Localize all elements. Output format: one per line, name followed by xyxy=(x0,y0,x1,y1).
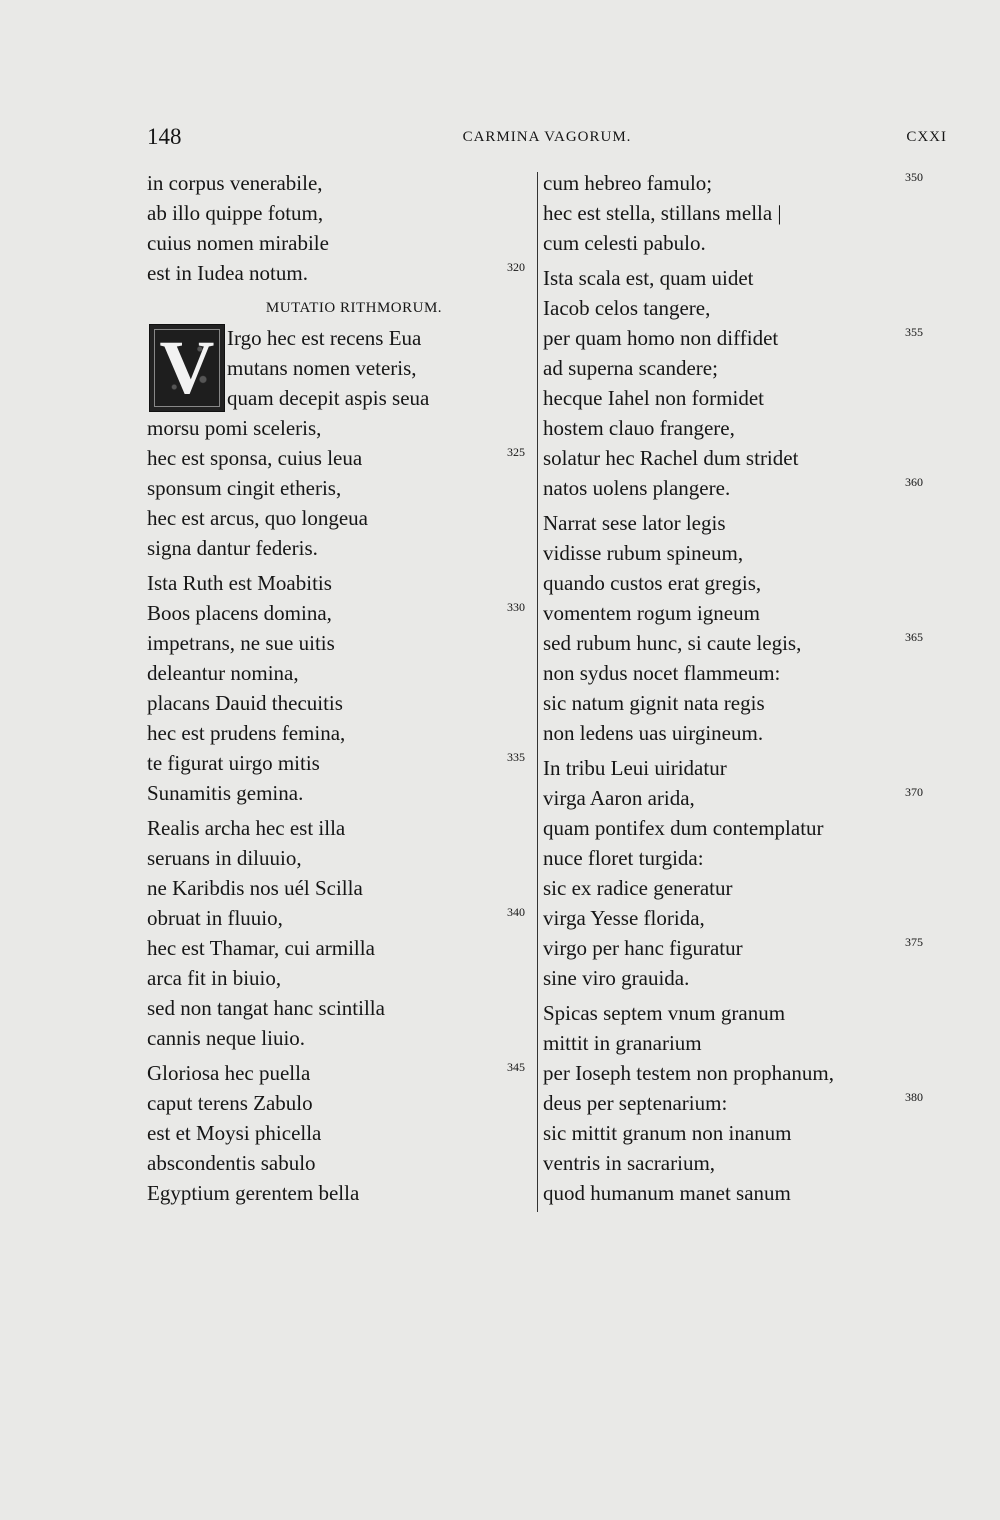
verse-line xyxy=(147,843,537,873)
verse-line xyxy=(543,508,935,538)
verse-text: sic mittit granum non inanum xyxy=(543,1121,792,1145)
verse-text: natos uolens plangere. xyxy=(543,476,731,500)
verse-line xyxy=(543,718,935,748)
verse-line xyxy=(147,228,537,258)
line-number: 350 xyxy=(905,170,923,184)
verse-text: hec est sponsa, cuius leua xyxy=(147,446,363,470)
verse-line xyxy=(543,168,935,198)
verse-text: In tribu Leui uiridatur xyxy=(543,756,727,780)
verse-text: sic ex radice generatur xyxy=(543,876,733,900)
verse-text: te figurat uirgo mitis xyxy=(147,751,320,775)
verse-text: est et Moysi phicella xyxy=(147,1121,322,1145)
verse-text: quando custos erat gregis, xyxy=(543,571,762,595)
verse-text: morsu pomi sceleris, xyxy=(147,416,322,440)
verse-text: Sunamitis gemina. xyxy=(147,781,304,805)
verse-text: obruat in fluuio, xyxy=(147,906,283,930)
verse-text: hec est Thamar, cui armilla xyxy=(147,936,375,960)
verse-text: sed rubum hunc, si caute legis, xyxy=(543,631,802,655)
verse-line xyxy=(543,813,935,843)
verse-line xyxy=(227,383,537,413)
line-number: 325 xyxy=(507,445,525,459)
verse-line xyxy=(543,1178,935,1208)
verse-text: Spicas septem vnum granum xyxy=(543,1001,786,1025)
verse-text: per quam homo non diffidet xyxy=(543,326,779,350)
verse-line xyxy=(147,473,537,503)
verse-text: hecque Iahel non formidet xyxy=(543,386,764,410)
column-divider xyxy=(537,172,538,1212)
verse-line xyxy=(543,1028,935,1058)
right-column xyxy=(543,168,935,1213)
line-number: 360 xyxy=(905,475,923,489)
verse-line xyxy=(147,658,537,688)
verse-line xyxy=(543,1118,935,1148)
verse-line xyxy=(147,1023,537,1053)
verse-text: virga Yesse florida, xyxy=(543,906,705,930)
verse-text: ventris in sacrarium, xyxy=(543,1151,716,1175)
verse-line xyxy=(543,198,935,228)
line-number: 375 xyxy=(905,935,923,949)
verse-text: signa dantur federis. xyxy=(147,536,318,560)
verse-text: cum celesti pabulo. xyxy=(543,231,706,255)
verse-line xyxy=(147,903,537,933)
verse-line xyxy=(147,628,537,658)
line-number: 355 xyxy=(905,325,923,339)
verse-line xyxy=(543,753,935,783)
verse-line xyxy=(147,813,537,843)
verse-line xyxy=(147,1178,537,1208)
verse-text: cannis neque liuio. xyxy=(147,1026,306,1050)
stanza xyxy=(147,568,537,808)
verse-text: est in Iudea notum. xyxy=(147,261,308,285)
verse-text: ab illo quippe fotum, xyxy=(147,201,324,225)
stanza xyxy=(147,168,537,288)
stanza xyxy=(543,508,935,748)
verse-line xyxy=(543,903,935,933)
verse-line xyxy=(543,323,935,353)
line-number: 340 xyxy=(507,905,525,919)
verse-line xyxy=(147,503,537,533)
verse-line xyxy=(543,628,935,658)
verse-text: in corpus venerabile, xyxy=(147,171,323,195)
verse-text: hec est arcus, quo longeua xyxy=(147,506,369,530)
verse-line xyxy=(543,998,935,1028)
verse-line xyxy=(543,538,935,568)
verse-line xyxy=(543,263,935,293)
verse-line xyxy=(227,323,537,353)
verse-line xyxy=(147,1148,537,1178)
verse-line xyxy=(543,933,935,963)
verse-text: cum hebreo famulo; xyxy=(543,171,713,195)
verse-text: deleantur nomina, xyxy=(147,661,299,685)
stanza xyxy=(543,998,935,1208)
verse-line xyxy=(147,598,537,628)
section-number: CXXI xyxy=(906,129,947,145)
stanza xyxy=(543,753,935,993)
line-number: 345 xyxy=(507,1060,525,1074)
verse-text: arca fit in biuio, xyxy=(147,966,282,990)
verse-line xyxy=(147,1058,537,1088)
verse-text: impetrans, ne sue uitis xyxy=(147,631,335,655)
verse-text: ad superna scandere; xyxy=(543,356,718,380)
line-number: 370 xyxy=(905,785,923,799)
verse-line xyxy=(147,533,537,563)
verse-text: mittit in granarium xyxy=(543,1031,702,1055)
verse-text: caput terens Zabulo xyxy=(147,1091,313,1115)
verse-text: quam decepit aspis seua xyxy=(227,386,430,410)
verse-line xyxy=(543,1148,935,1178)
verse-text: Boos placens domina, xyxy=(147,601,332,625)
verse-text: ne Karibdis nos uél Scilla xyxy=(147,876,363,900)
verse-line xyxy=(147,1088,537,1118)
verse-line xyxy=(543,228,935,258)
verse-line xyxy=(147,748,537,778)
page-number: 148 xyxy=(147,124,182,149)
page-header xyxy=(147,124,947,154)
verse-text: Ista Ruth est Moabitis xyxy=(147,571,332,595)
verse-line xyxy=(147,963,537,993)
verse-line xyxy=(543,1058,935,1088)
verse-line xyxy=(543,843,935,873)
section-heading: MUTATIO RITHMORUM. xyxy=(265,300,443,316)
stanza xyxy=(147,813,537,1053)
verse-line xyxy=(147,993,537,1023)
verse-line xyxy=(147,168,537,198)
stanza xyxy=(147,1058,537,1208)
verse-line xyxy=(147,873,537,903)
verse-text: Egyptium gerentem bella xyxy=(147,1181,360,1205)
verse-line xyxy=(147,258,537,288)
line-number: 320 xyxy=(507,260,525,274)
verse-line xyxy=(147,778,537,808)
verse-line xyxy=(543,598,935,628)
verse-line xyxy=(543,688,935,718)
verse-text: sine viro grauida. xyxy=(543,966,690,990)
verse-line xyxy=(147,688,537,718)
verse-line xyxy=(147,718,537,748)
verse-line xyxy=(543,873,935,903)
verse-line xyxy=(543,473,935,503)
line-number: 330 xyxy=(507,600,525,614)
verse-text: seruans in diluuio, xyxy=(147,846,302,870)
verse-text: non ledens uas uirgineum. xyxy=(543,721,764,745)
verse-text: vomentem rogum igneum xyxy=(543,601,760,625)
verse-line xyxy=(543,443,935,473)
verse-text: quod humanum manet sanum xyxy=(543,1181,791,1205)
verse-line xyxy=(543,658,935,688)
verse-text: virga Aaron arida, xyxy=(543,786,695,810)
verse-line xyxy=(543,1088,935,1118)
verse-text: mutans nomen veteris, xyxy=(227,356,417,380)
verse-text: Ista scala est, quam uidet xyxy=(543,266,754,290)
verse-text: sic natum gignit nata regis xyxy=(543,691,765,715)
verse-text: sponsum cingit etheris, xyxy=(147,476,342,500)
verse-line xyxy=(147,933,537,963)
drop-cap-letter: V xyxy=(159,326,215,410)
verse-text: vidisse rubum spineum, xyxy=(543,541,744,565)
running-title: CARMINA VAGORUM. xyxy=(462,129,632,145)
verse-line xyxy=(147,568,537,598)
verse-text: sed non tangat hanc scintilla xyxy=(147,996,385,1020)
verse-text: virgo per hanc figuratur xyxy=(543,936,743,960)
stanza xyxy=(543,263,935,503)
verse-text: per Ioseph testem non prophanum, xyxy=(543,1061,835,1085)
verse-text: non sydus nocet flammeum: xyxy=(543,661,781,685)
line-number: 365 xyxy=(905,630,923,644)
verse-text: quam pontifex dum contemplatur xyxy=(543,816,824,840)
verse-text: placans Dauid thecuitis xyxy=(147,691,343,715)
verse-line xyxy=(543,383,935,413)
verse-line xyxy=(543,568,935,598)
verse-text: solatur hec Rachel dum stridet xyxy=(543,446,799,470)
stanza xyxy=(147,323,537,563)
verse-text: abscondentis sabulo xyxy=(147,1151,316,1175)
verse-text: hec est prudens femina, xyxy=(147,721,346,745)
verse-line xyxy=(147,443,537,473)
verse-line xyxy=(147,413,537,443)
verse-text: cuius nomen mirabile xyxy=(147,231,329,255)
verse-line xyxy=(227,353,537,383)
verse-text: nuce floret turgida: xyxy=(543,846,704,870)
verse-text: Gloriosa hec puella xyxy=(147,1061,311,1085)
verse-line xyxy=(147,1118,537,1148)
verse-line xyxy=(543,783,935,813)
left-column xyxy=(147,168,537,1213)
verse-line xyxy=(543,293,935,323)
stanza-lines xyxy=(147,413,537,563)
line-number: 335 xyxy=(507,750,525,764)
drop-cap-initial xyxy=(149,324,225,412)
verse-text: Iacob celos tangere, xyxy=(543,296,711,320)
verse-line xyxy=(543,353,935,383)
stanza xyxy=(543,168,935,258)
verse-line xyxy=(543,963,935,993)
verse-text: deus per septenarium: xyxy=(543,1091,728,1115)
verse-text: hec est stella, stillans mella | xyxy=(543,201,782,225)
verse-line xyxy=(147,198,537,228)
verse-line xyxy=(543,413,935,443)
verse-text: Irgo hec est recens Eua xyxy=(227,326,422,350)
line-number: 380 xyxy=(905,1090,923,1104)
verse-text: Narrat sese lator legis xyxy=(543,511,726,535)
verse-text: Realis archa hec est illa xyxy=(147,816,346,840)
verse-text: hostem clauo frangere, xyxy=(543,416,735,440)
